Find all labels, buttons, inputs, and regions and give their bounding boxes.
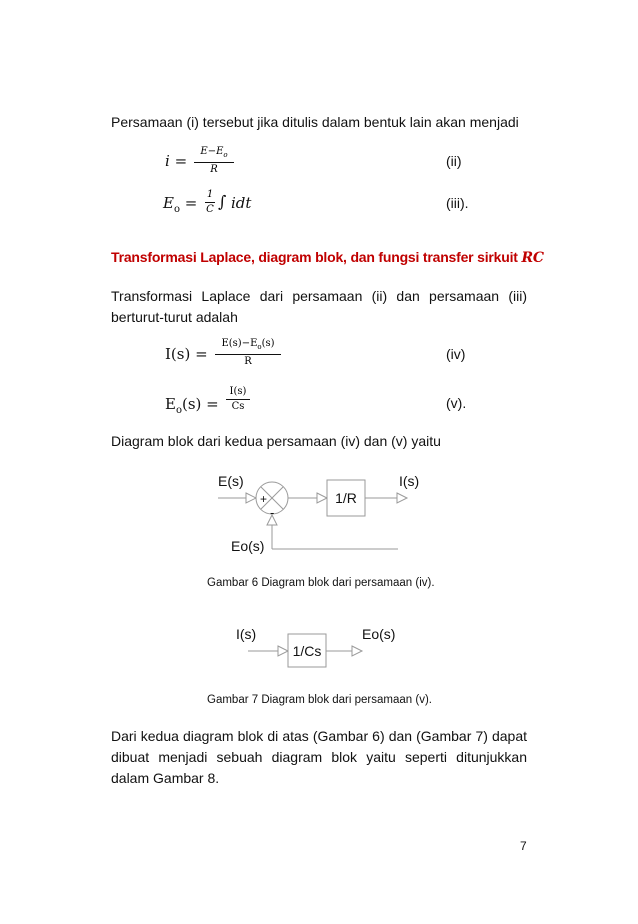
eq-v-lhs-end: (s) = — [181, 395, 219, 413]
d2-output-arrow — [352, 646, 362, 656]
eq-ii-denominator: R — [210, 164, 218, 175]
section-heading-text: Transformasi Laplace, diagram blok, dan fungsi transfer sirkuit — [111, 249, 518, 265]
eq-iii-lhs-main: E — [163, 194, 174, 212]
d2-output-label: Eo(s) — [362, 626, 396, 642]
eq-iv-numerator: E(s)−E — [221, 338, 258, 349]
figure-6-caption: Gambar 6 Diagram blok dari persamaan (iv). — [207, 577, 435, 589]
closing-paragraph: Dari kedua diagram blok di atas (Gambar 6) dan (Gambar 7) dapat dibuat menjadi sebuah diagram blok yaitu seperti ditunjukkan dalam Gambar 8. — [111, 728, 527, 786]
eq-iii-lhs-sub: o — [173, 204, 180, 215]
d2-input-label: I(s) — [236, 626, 257, 642]
figure-7-caption: Gambar 7 Diagram blok dari persamaan (v). — [207, 694, 432, 706]
eq-iv-number: (iv) — [446, 346, 466, 362]
eq-v-denominator: Cs — [231, 401, 245, 412]
d1-input-label: E(s) — [218, 473, 244, 489]
eq-ii-lhs: i = — [165, 152, 188, 170]
d2-input-arrow — [278, 646, 288, 656]
eq-iii-denominator: C — [206, 204, 214, 215]
diagram-intro: Diagram blok dari kedua persamaan (iv) dan (v) yaitu — [111, 433, 441, 449]
eq-iii-rest: idt — [231, 194, 252, 212]
eq-v-numerator: I(s) — [226, 386, 250, 400]
eq-iii-number: (iii). — [446, 195, 469, 211]
intro-paragraph: Persamaan (i) tersebut jika ditulis dalam bentuk lain akan menjadi — [111, 114, 519, 130]
eq-v-number: (v). — [446, 395, 467, 411]
page-number: 7 — [520, 839, 527, 853]
eq-iv-numerator-sub: o — [257, 343, 262, 351]
d1-plus-sign: + — [260, 492, 268, 506]
eq-iv-numerator-end: (s) — [261, 338, 275, 349]
d2-block-label: 1/Cs — [292, 643, 322, 659]
eq-iv-denominator: R — [244, 356, 252, 367]
eq-iii-numerator: 1 — [205, 189, 215, 203]
eq-iii-equals: = — [184, 194, 198, 212]
section-heading-rc: RC — [521, 250, 544, 266]
d1-feedback-label: Eo(s) — [231, 538, 265, 554]
laplace-paragraph: Transformasi Laplace dari persamaan (ii) dan persamaan (iii) berturut-turut adalah — [111, 288, 527, 325]
eq-ii-number: (ii) — [446, 153, 462, 169]
eq-v-lhs-main: E — [165, 395, 176, 413]
eq-iii-integral: ∫ — [218, 192, 227, 211]
d1-minus-sign: - — [270, 505, 275, 520]
eq-v-lhs-sub: o — [175, 405, 182, 416]
eq-ii-numerator-sub: o — [223, 151, 228, 159]
eq-ii-numerator: E−E — [200, 146, 224, 157]
d1-block-label: 1/R — [335, 490, 357, 506]
eq-iv-lhs: I(s) = — [165, 345, 208, 363]
d1-output-label: I(s) — [399, 473, 420, 489]
